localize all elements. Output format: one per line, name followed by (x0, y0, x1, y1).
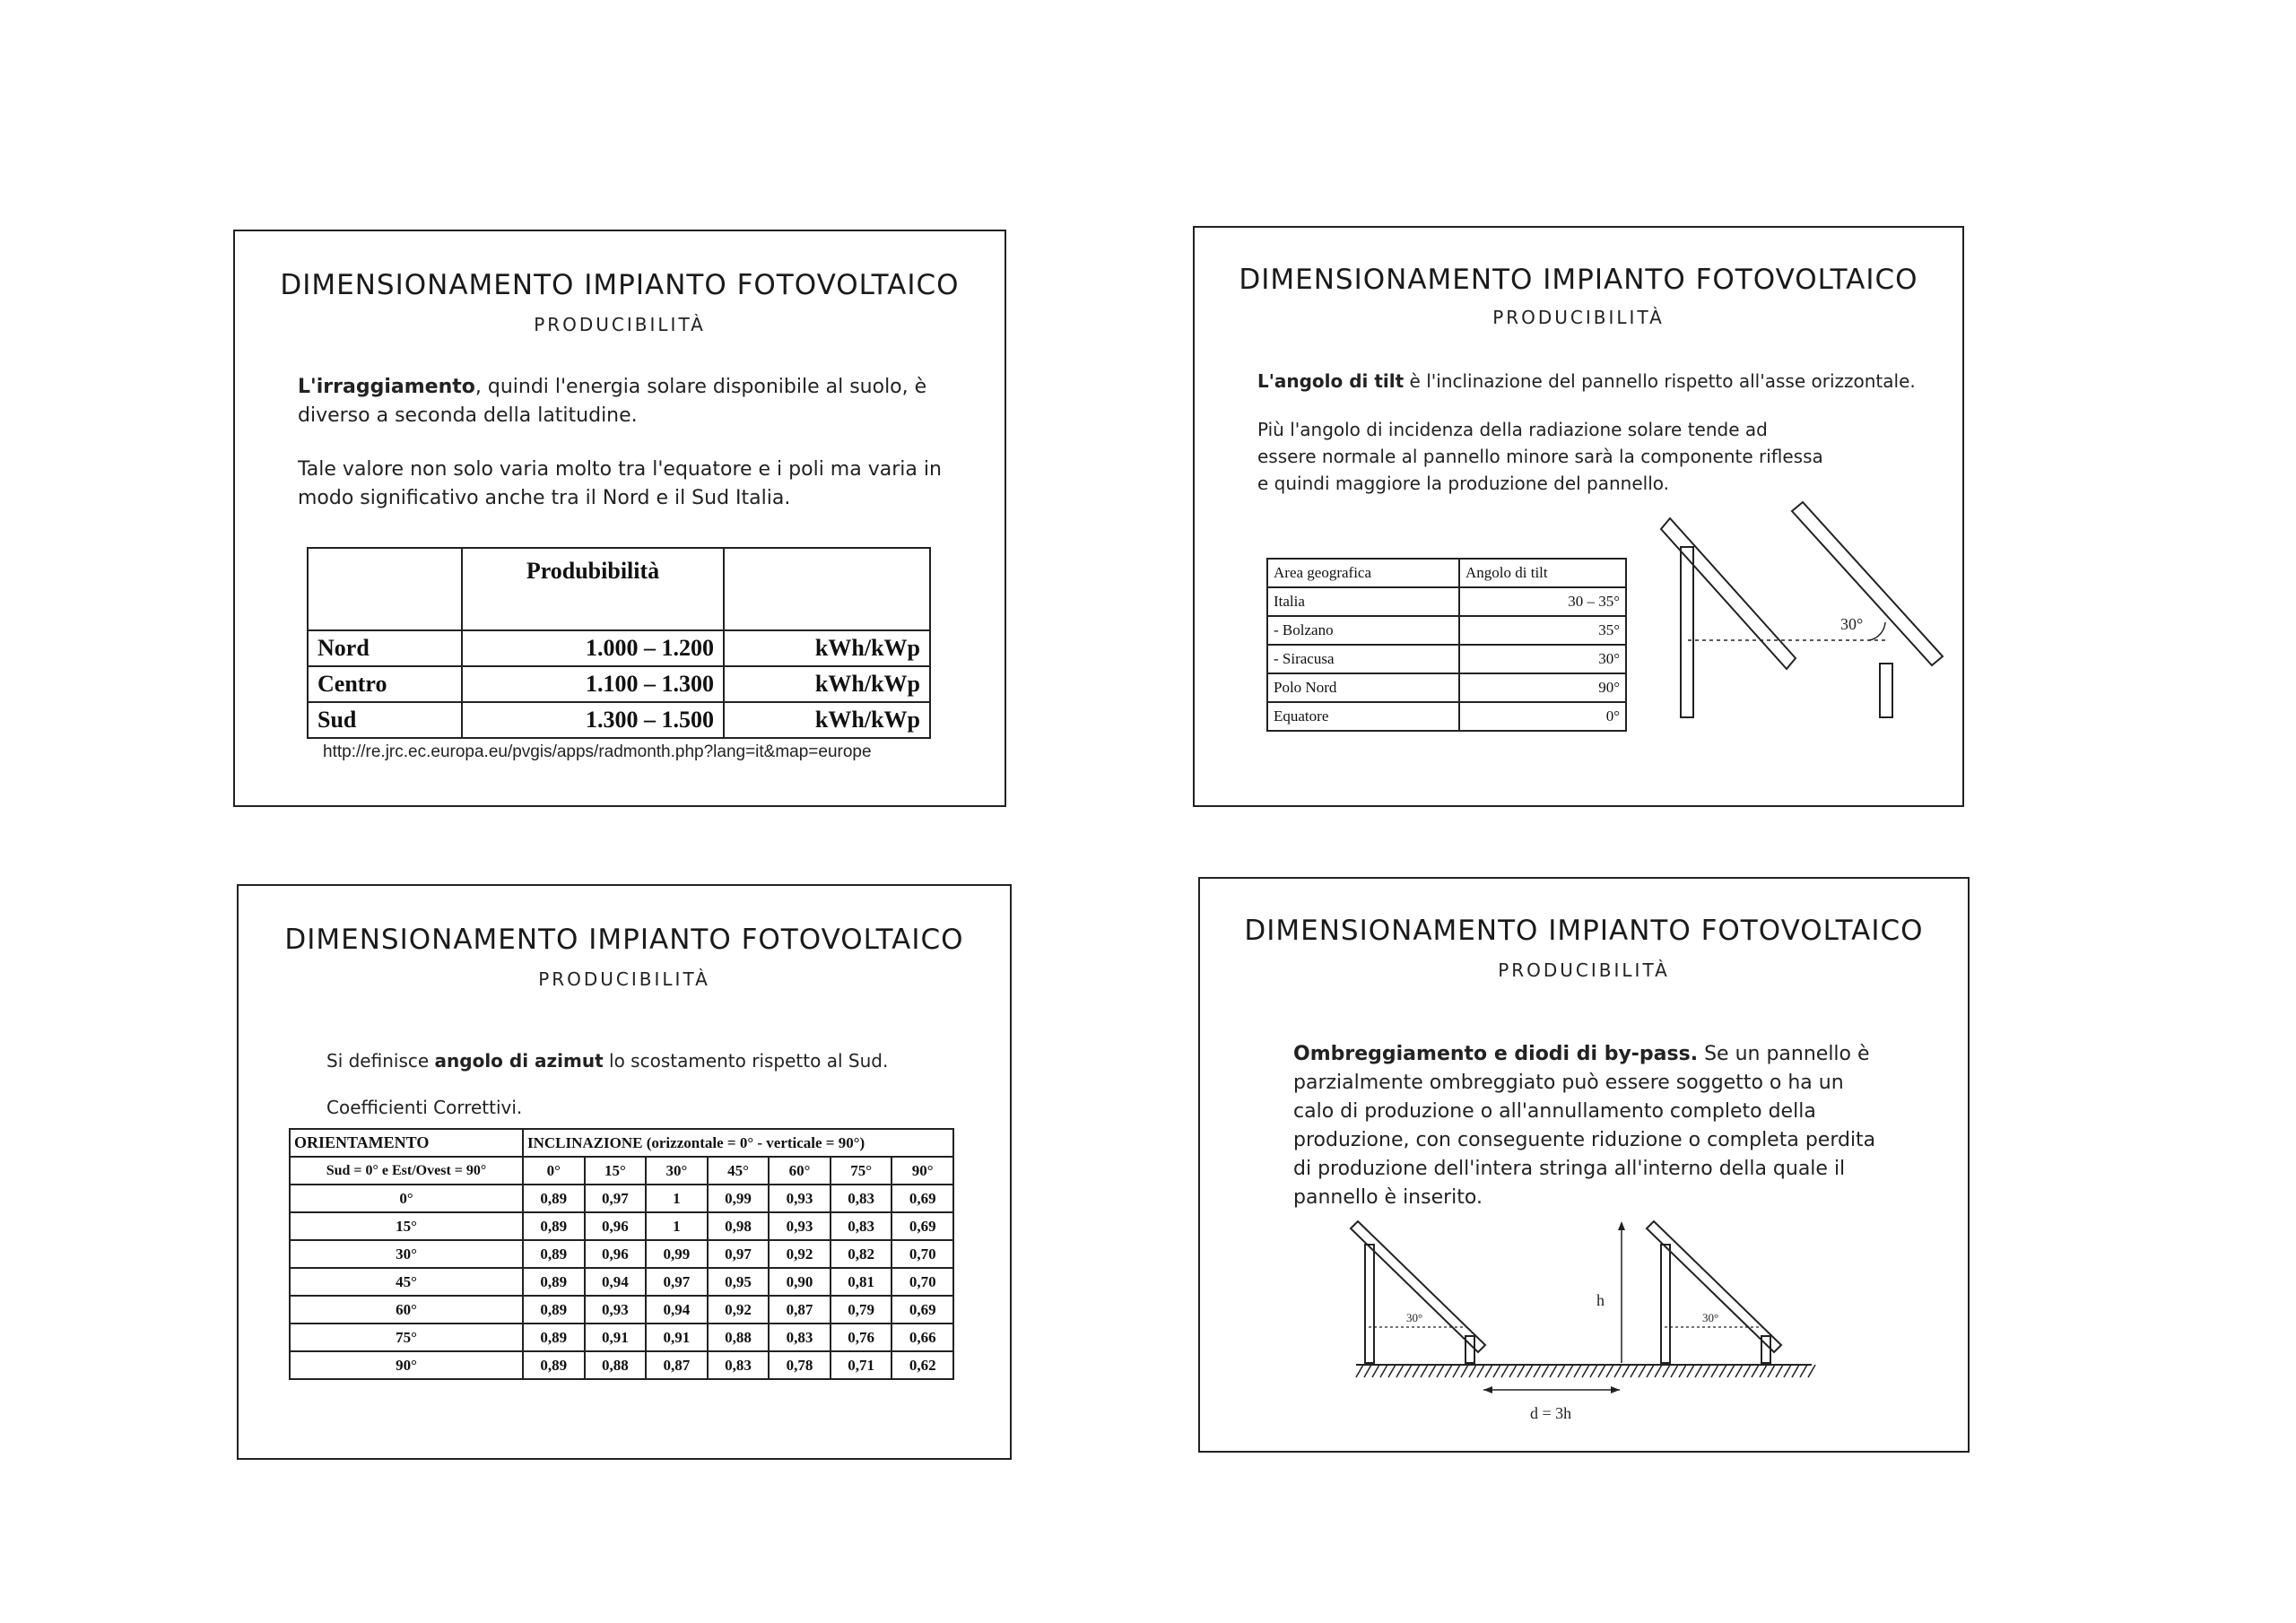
slide-subtitle: PRODUCIBILITÀ (534, 314, 706, 335)
tilt-table: Area geografica Angolo di tilt Italia 30 – 35° - Bolzano 35° - Siracusa 30° Polo Nord 90° Equatore 0° (1266, 558, 1627, 732)
ground-hatch (1413, 1365, 1420, 1377)
table-row: 30° 0,89 0,96 0,99 0,97 0,92 0,82 0,70 (290, 1240, 953, 1268)
producibility-table (307, 547, 931, 739)
ground-hatch (1558, 1365, 1565, 1377)
ground-hatch (1647, 1365, 1654, 1377)
slide-title: DIMENSIONAMENTO IMPIANTO FOTOVOLTAICO (1239, 264, 1918, 296)
ground-hatch (1703, 1365, 1710, 1377)
ground-hatch (1687, 1365, 1694, 1377)
ground-hatch (1655, 1365, 1662, 1377)
table-row: Centro 1.100 – 1.300 kWh/kWp (308, 666, 930, 702)
ground-hatch (1631, 1365, 1638, 1377)
ground-hatch (1719, 1365, 1726, 1377)
ground-hatch (1598, 1365, 1605, 1377)
ground-hatch (1550, 1365, 1557, 1377)
paragraph-incidenza: Più l'angolo di incidenza della radiazione solare tende ad essere normale al pannello minore sarà la componente riflessa e quindi maggiore la produzione del pannello. (1257, 419, 1823, 494)
slide-irraggiamento (233, 230, 1006, 807)
ground-hatch (1469, 1365, 1476, 1377)
paragraph-variazione: Tale valore non solo varia molto tra l'equatore e i poli ma varia in modo significativo anche tra il Nord e il Sud Italia. (298, 458, 942, 509)
table-row: 45° 0,89 0,94 0,97 0,95 0,90 0,81 0,70 (290, 1268, 953, 1296)
ground-hatch (1526, 1365, 1533, 1377)
ground-hatch (1405, 1365, 1412, 1377)
paragraph-irraggiamento: L'irraggiamento, quindi l'energia solare disponibile al suolo, è diverso a seconda della latitudine. (298, 376, 927, 427)
table-row: - Siracusa 30° (1267, 645, 1626, 673)
ground-hatch (1380, 1365, 1387, 1377)
ground-hatch (1663, 1365, 1670, 1377)
ground-hatch (1744, 1365, 1751, 1377)
ground-hatch (1429, 1365, 1436, 1377)
paragraph-coefficienti: Coefficienti Correttivi. (326, 1097, 523, 1118)
ground-hatch (1453, 1365, 1460, 1377)
ground-hatch (1639, 1365, 1646, 1377)
angle-label: 30° (1840, 615, 1864, 633)
ground-hatch (1445, 1365, 1452, 1377)
ground-hatch (1518, 1365, 1525, 1377)
ground-hatch (1679, 1365, 1686, 1377)
ground-hatch (1542, 1365, 1549, 1377)
slide-angolo-tilt (1193, 226, 1964, 807)
slide-azimut (237, 884, 1012, 1460)
table-row: - Bolzano 35° (1267, 616, 1626, 645)
distance-label: d = 3h (1530, 1404, 1572, 1422)
angle-label: 30° (1406, 1311, 1423, 1324)
table-row: 15° 0,89 0,96 1 0,98 0,93 0,83 0,69 (290, 1212, 953, 1240)
table-header: Produbibilità (462, 548, 724, 630)
table-row: 75° 0,89 0,91 0,91 0,88 0,83 0,76 0,66 (290, 1324, 953, 1351)
table-row: 60° 0,89 0,93 0,94 0,92 0,87 0,79 0,69 (290, 1296, 953, 1324)
table-row: Equatore 0° (1267, 702, 1626, 731)
ground-hatch (1574, 1365, 1581, 1377)
table-row: Italia 30 – 35° (1267, 587, 1626, 616)
ground-hatch (1808, 1365, 1815, 1377)
table-row: 0° 0,89 0,97 1 0,99 0,93 0,83 0,69 (290, 1185, 953, 1212)
ground-hatch (1534, 1365, 1541, 1377)
coefficients-table: ORIENTAMENTO INCLINAZIONE (orizzontale = 0° - verticale = 90°) Sud = 0° e Est/Ovest = 90° 0° 15° 30° 45° 60° 75° 90° 0° 0,89 0,97 1 0,99 0,93 0,83 0,69 15° 0,89 0,96 1 0,98 0,93 0,83 0,69 30° 0,89 0,96 0,99 0,97 0,92 0,82 0,70 45° 0,89 0,94 0,97 0,95 0,90 0,81 0,70 60° 0,89 0,93 0,94 0,92 0,87 0,79 0,69 75° 0,89 0,91 0,91 0,88 0,83 0,76 0,66 90° 0,89 0,88 0,87 0,83 0,78 0,71 0,62 (289, 1128, 954, 1380)
slide-subtitle: PRODUCIBILITÀ (538, 968, 710, 990)
ground-hatch (1566, 1365, 1573, 1377)
ground-hatch (1493, 1365, 1500, 1377)
ground-hatch (1501, 1365, 1509, 1377)
ground-hatch (1735, 1365, 1743, 1377)
ground-hatch (1606, 1365, 1613, 1377)
table-row: Nord 1.000 – 1.200 kWh/kWp (308, 630, 930, 666)
ground-hatch (1614, 1365, 1622, 1377)
slide-title: DIMENSIONAMENTO IMPIANTO FOTOVOLTAICO (280, 269, 960, 301)
ground-hatch (1776, 1365, 1783, 1377)
paragraph-tilt: L'angolo di tilt è l'inclinazione del pannello rispetto all'asse orizzontale. (1257, 370, 1916, 392)
pvgis-link[interactable]: http://re.jrc.ec.europa.eu/pvgis/apps/radmonth.php?lang=it&map=europe (323, 742, 872, 761)
ground-hatch (1800, 1365, 1807, 1377)
ground-hatch (1792, 1365, 1799, 1377)
ground-hatch (1671, 1365, 1678, 1377)
ground-hatch (1461, 1365, 1468, 1377)
ground-hatch (1509, 1365, 1517, 1377)
table-row: Sud 1.300 – 1.500 kWh/kWp (308, 702, 930, 738)
ground-hatch (1784, 1365, 1791, 1377)
ground-hatch (1760, 1365, 1767, 1377)
ground-hatch (1437, 1365, 1444, 1377)
table-row: Polo Nord 90° (1267, 673, 1626, 702)
height-label: h (1596, 1291, 1605, 1309)
ground-hatch (1768, 1365, 1775, 1377)
paragraph-ombreggiamento: Ombreggiamento e diodi di by-pass. Se un pannello è parzialmente ombreggiato può essere soggetto o ha un calo di produzione o all'annullamento completo della produzione, con conseguente riduzione o completa perdita di produzione dell'intera stringa all'interno della quale il pannello è inserito. (1293, 1043, 1876, 1209)
tilt-diagram (1661, 497, 1948, 730)
ground-hatch (1695, 1365, 1702, 1377)
ground-hatch (1477, 1365, 1484, 1377)
angle-label: 30° (1702, 1311, 1719, 1324)
slide-title: DIMENSIONAMENTO IMPIANTO FOTOVOLTAICO (1244, 915, 1924, 947)
paragraph-azimut: Si definisce angolo di azimut lo scostamento rispetto al Sud. (326, 1050, 889, 1072)
ground-hatch (1582, 1365, 1589, 1377)
ground-hatch (1364, 1365, 1371, 1377)
slide-title: DIMENSIONAMENTO IMPIANTO FOTOVOLTAICO (284, 924, 964, 956)
shading-diagram (1351, 1219, 1817, 1435)
ground-hatch (1388, 1365, 1396, 1377)
ground-hatch (1752, 1365, 1759, 1377)
ground-hatch (1421, 1365, 1428, 1377)
ground-hatch (1485, 1365, 1492, 1377)
table-row: 90° 0,89 0,88 0,87 0,83 0,78 0,71 0,62 (290, 1351, 953, 1379)
ground-hatch (1372, 1365, 1379, 1377)
slide-subtitle: PRODUCIBILITÀ (1492, 307, 1665, 328)
slide-ombreggiamento (1198, 877, 1970, 1453)
ground-hatch (1356, 1365, 1363, 1377)
ground-hatch (1727, 1365, 1735, 1377)
ground-hatch (1396, 1365, 1404, 1377)
ground-hatch (1622, 1365, 1630, 1377)
ground-hatch (1590, 1365, 1597, 1377)
ground-hatch (1711, 1365, 1718, 1377)
slide-subtitle: PRODUCIBILITÀ (1498, 959, 1670, 981)
